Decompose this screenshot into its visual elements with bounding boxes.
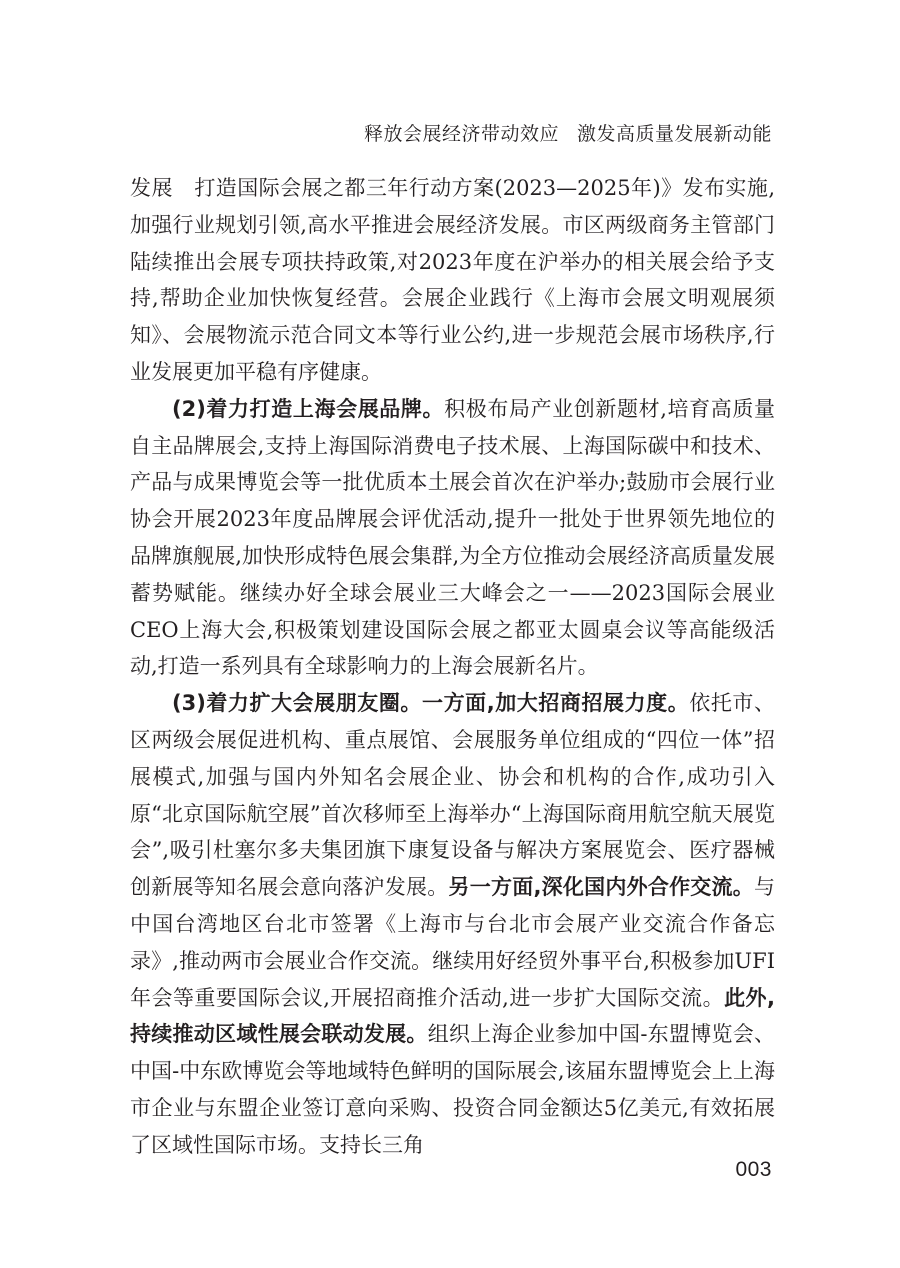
paragraph-2-text: 积极布局产业创新题材,培育高质量自主品牌展会,支持上海国际消费电子技术展、上海国际碳中和技术、产品与成果博览会等一批优质本土展会首次在沪举办;鼓励市会展行业协会开展2023年度品牌展会评优活动,提升一批处于世界领先地位的品牌旗舰展,加快形成特色展会集群,为全方位推动会展经济高质量发展蓄势赋能。继续办好全球会展业三大峰会之一——2023国际会展业CEO上海大会,积极策划建设国际会展之都亚太圆桌会议等高能级活动,打造一系列具有全球影响力的上海会展新名片。: [130, 396, 775, 679]
paragraph-3-text-3: 组织上海企业参加中国-东盟博览会、中国-中东欧博览会等地域特色鲜明的国际展会,该届东盟博览会上上海市企业与东盟企业签订意向采购、投资合同金额达5亿美元,有效拓展了区域性国际市场。支持长三角: [130, 1022, 775, 1157]
page-number: 003: [735, 1158, 772, 1181]
paragraph-3: [130, 685, 775, 1163]
paragraph-3-bold-1: 一方面,加大招商招展力度。: [422, 691, 690, 716]
paragraph-1: [130, 170, 775, 391]
paragraph-2-heading: (2)着力打造上海会展品牌。: [172, 396, 445, 421]
body-text: [130, 170, 775, 1164]
paragraph-1-text: 发展 打造国际会展之都三年行动方案(2023—2025年)》发布实施,加强行业规划引领,高水平推进会展经济发展。市区两级商务主管部门陆续推出会展专项扶持政策,对2023年度在沪举办的相关展会给予支持,帮助企业加快恢复经营。会展企业践行《上海市会展文明观展须知》、会展物流示范合同文本等行业公约,进一步规范会展市场秩序,行业发展更加平稳有序健康。: [130, 176, 775, 384]
paragraph-3-text-1: 依托市、区两级会展促进机构、重点展馆、会展服务单位组成的“四位一体”招展模式,加强与国内外知名会展企业、协会和机构的合作,成功引入原“北京国际航空展”首次移师至上海举办“上海国际商用航空航天展览会”,吸引杜塞尔多夫集团旗下康复设备与解决方案展览会、医疗器械创新展等知名展会意向落沪发展。: [130, 691, 775, 900]
header-title-left: 释放会展经济带动效应: [363, 123, 559, 145]
running-header: [364, 119, 772, 146]
paragraph-3-bold-2: 另一方面,深化国内外合作交流。: [448, 875, 754, 900]
paragraph-3-bold-3: 此外,持续推动区域性展会联动发展。: [130, 985, 775, 1047]
paragraph-2: [130, 391, 775, 685]
paragraph-3-heading: (3)着力扩大会展朋友圈。: [172, 691, 422, 716]
paragraph-3-text-2: 与中国台湾地区台北市签署《上海市与台北市会展产业交流合作备忘录》,推动两市会展业合作交流。继续用好经贸外事平台,积极参加UFI年会等重要国际会议,开展招商推介活动,进一步扩大国际交流。: [130, 875, 775, 1010]
header-title-right: 激发高质量发展新动能: [576, 123, 772, 145]
